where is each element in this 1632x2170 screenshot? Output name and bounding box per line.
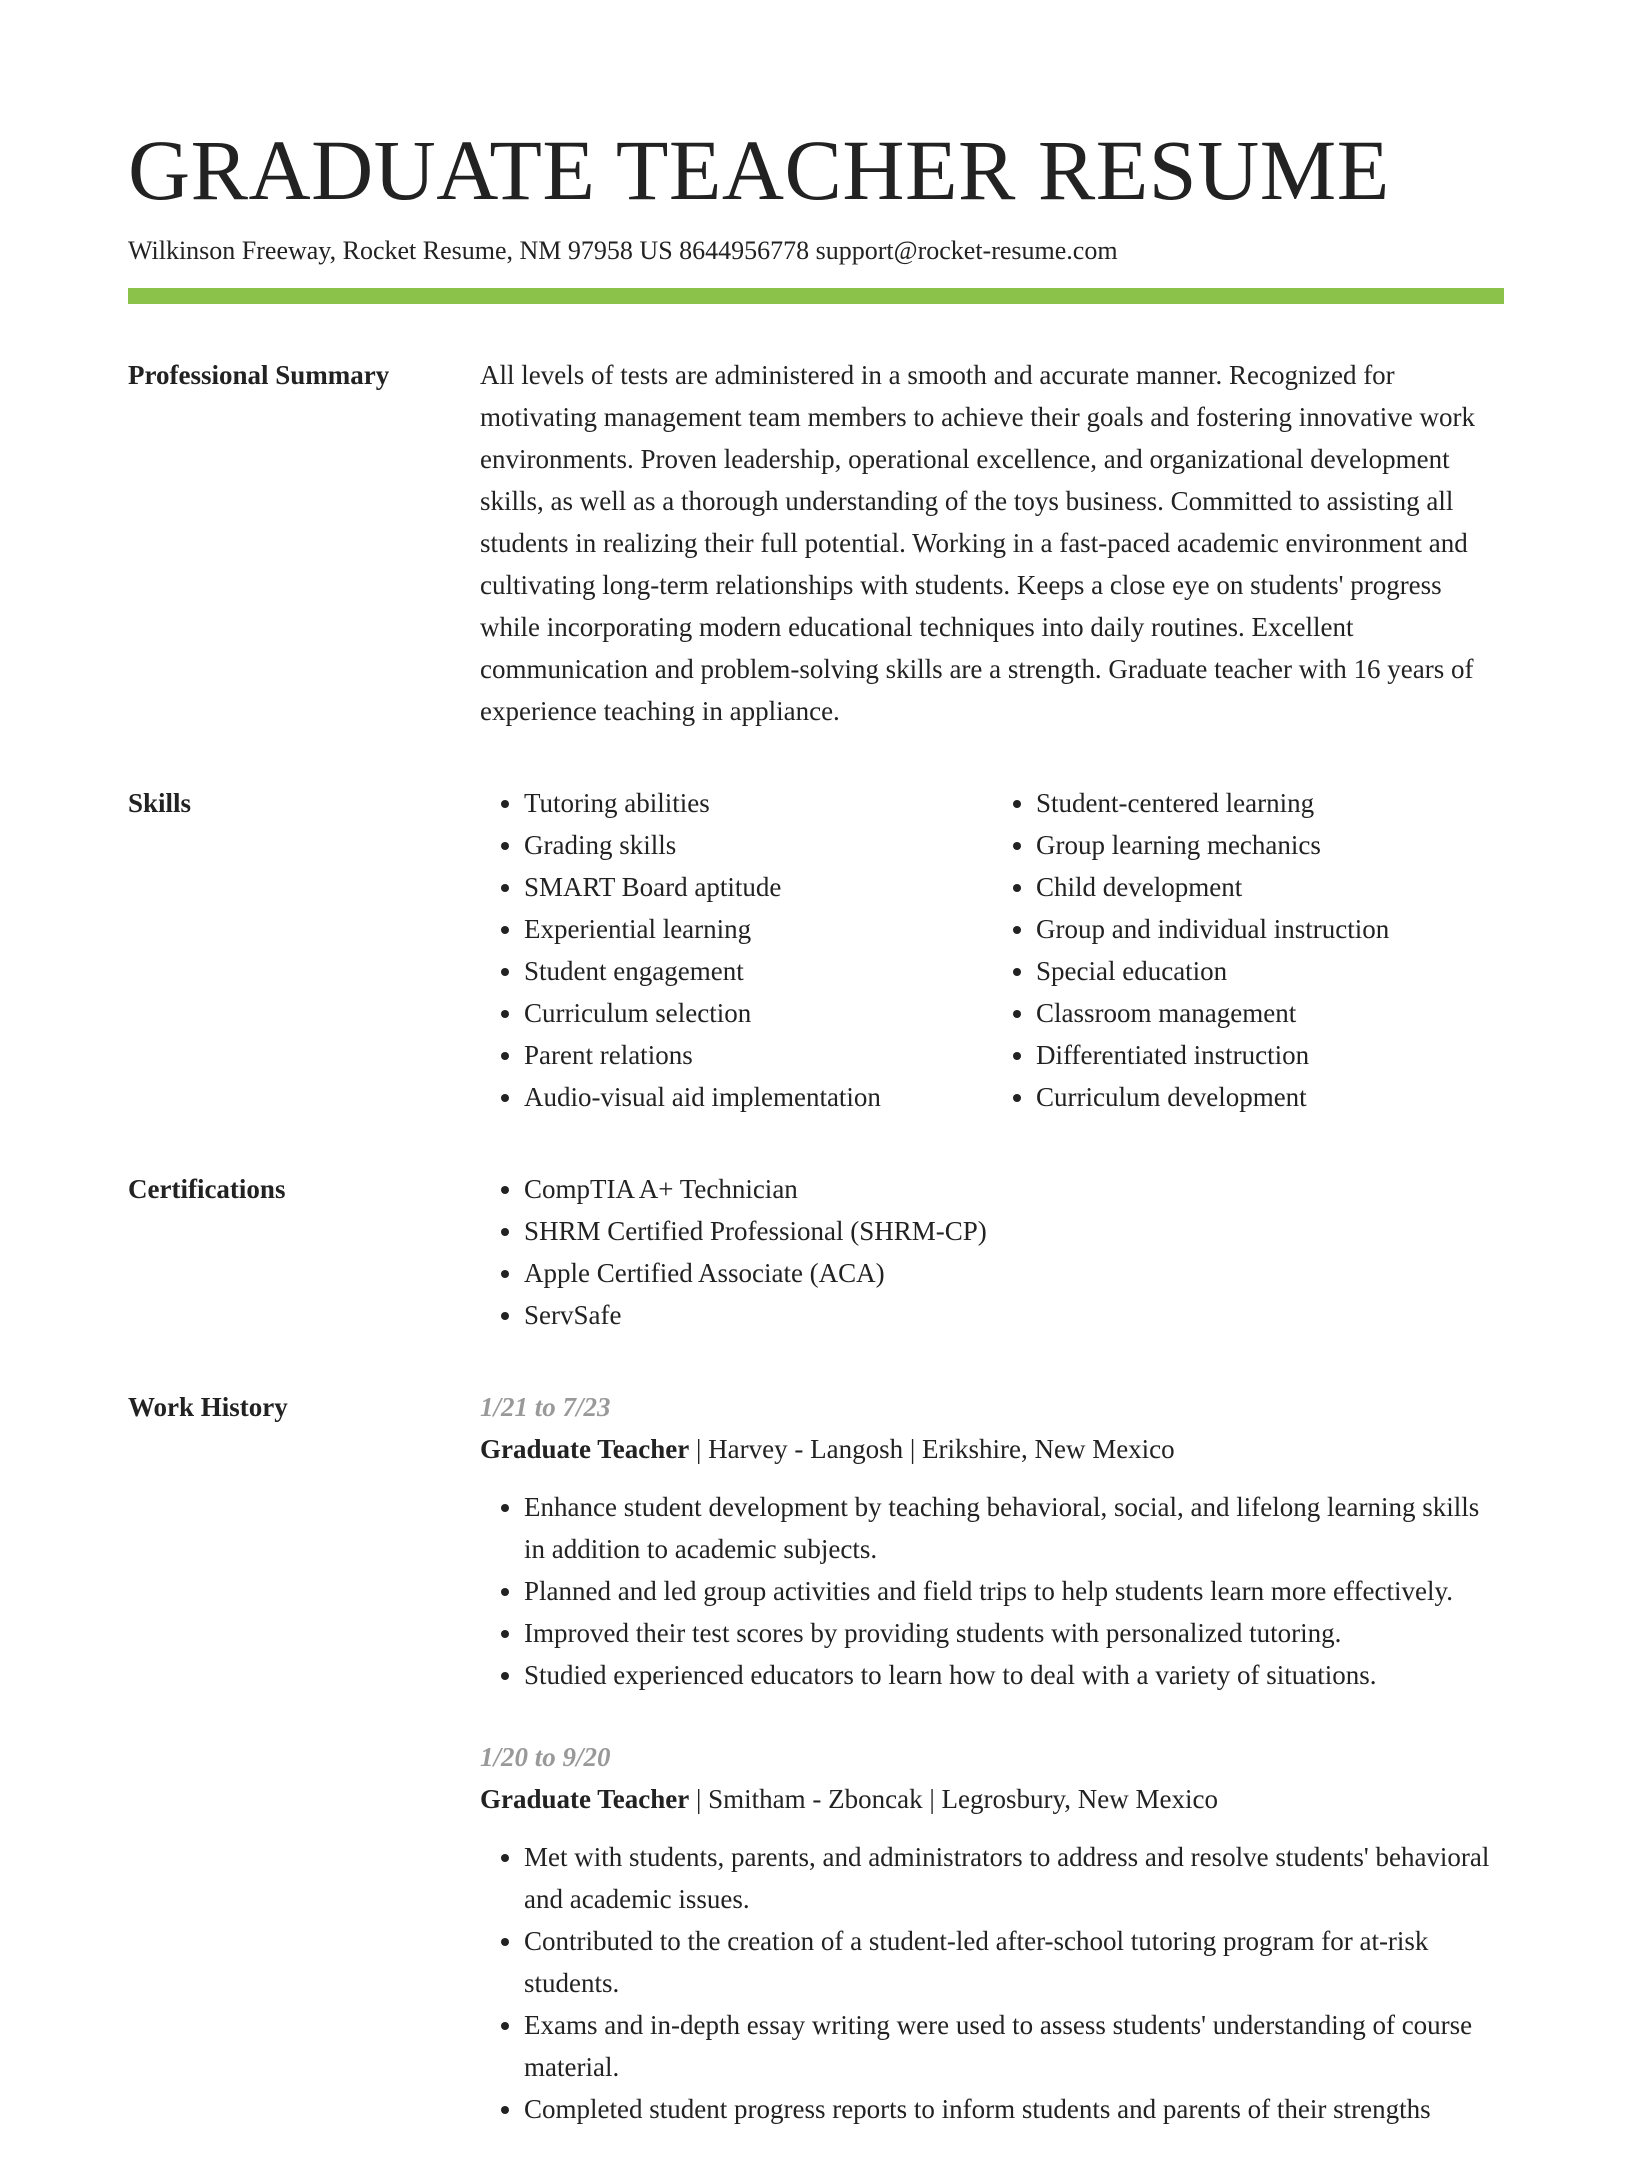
skill-item: • Group learning mechanics — [1036, 824, 1504, 866]
certification-item: • Apple Certified Associate (ACA) — [524, 1252, 1504, 1294]
job-bullet: • Completed student progress reports to inform students and parents of their strengths — [524, 2088, 1504, 2130]
skill-item: • Tutoring abilities — [524, 782, 992, 824]
skill-item: • Grading skills — [524, 824, 992, 866]
summary-label: Professional Summary — [128, 360, 390, 390]
certification-item: • CompTIA A+ Technician — [524, 1168, 1504, 1210]
job-bullet: • Studied experienced educators to learn how to deal with a variety of situations. — [524, 1654, 1504, 1696]
skill-item: • Child development — [1036, 866, 1504, 908]
skills-label: Skills — [128, 788, 192, 818]
summary-text: All levels of tests are administered in a smooth and accurate manner. Recognized for motivating management team members to achieve their goals and fostering innovative work environments. Proven leadership, operational excellence, and organizational development skills, as well as a thorough understanding of the toys business. Committed to assisting all students in realizing their full potential. Working in a fast-paced academic environment and cultivating long-term relationships with students. Keeps a close eye on students' progress while incorporating modern educational techniques into daily routines. Excellent communication and problem-solving skills are a strength. Graduate teacher with 16 years of experience teaching in appliance. — [480, 360, 1475, 726]
work-history-label: Work History — [128, 1392, 288, 1422]
skills-list-left — [480, 782, 992, 1118]
job-bullet: • Met with students, parents, and administrators to address and resolve students' behavioral and academic issues. — [524, 1836, 1504, 1920]
job-bullets — [480, 1486, 1504, 1696]
job-title: Graduate Teacher — [480, 1784, 690, 1814]
skill-item: • Curriculum selection — [524, 992, 992, 1034]
job-bullet: • Planned and led group activities and field trips to help students learn more effectively. — [524, 1570, 1504, 1612]
job-dates: 1/20 to 9/20 — [480, 1742, 611, 1772]
skill-item: • Group and individual instruction — [1036, 908, 1504, 950]
job-heading — [480, 1778, 1504, 1820]
job-bullet: • Enhance student development by teaching behavioral, social, and lifelong learning skills in addition to academic subjects. — [524, 1486, 1504, 1570]
job-details: | Harvey - Langosh | Erikshire, New Mexico — [689, 1434, 1175, 1464]
job-bullets — [480, 1836, 1504, 2130]
job-bullet: • Exams and in-depth essay writing were used to assess students' understanding of course material. — [524, 2004, 1504, 2088]
skill-item: • Student engagement — [524, 950, 992, 992]
certification-item: • SHRM Certified Professional (SHRM-CP) — [524, 1210, 1504, 1252]
job-bullet: • Contributed to the creation of a student-led after-school tutoring program for at-risk students. — [524, 1920, 1504, 2004]
certifications-list — [480, 1168, 1504, 1336]
job-details: | Smitham - Zboncak | Legrosbury, New Mexico — [689, 1784, 1218, 1814]
skills-list-right — [992, 782, 1504, 1118]
skill-item: • Audio-visual aid implementation — [524, 1076, 992, 1118]
skill-item: • Parent relations — [524, 1034, 992, 1076]
header-divider — [128, 288, 1504, 304]
summary-section — [128, 354, 1504, 732]
job-bullet: • Improved their test scores by providing students with personalized tutoring. — [524, 1612, 1504, 1654]
skill-item: • Student-centered learning — [1036, 782, 1504, 824]
skill-item: • Special education — [1036, 950, 1504, 992]
job-heading — [480, 1428, 1504, 1470]
job-entry — [480, 1386, 1504, 1696]
certification-item: • ServSafe — [524, 1294, 1504, 1336]
job-entry — [480, 1736, 1504, 2130]
work-history-section — [128, 1386, 1504, 2170]
contact-line: Wilkinson Freeway, Rocket Resume, NM 97958 US 8644956778 support@rocket-resume.com — [128, 236, 1118, 265]
skill-item: • Experiential learning — [524, 908, 992, 950]
job-title: Graduate Teacher — [480, 1434, 690, 1464]
skill-item: • Classroom management — [1036, 992, 1504, 1034]
certifications-label: Certifications — [128, 1174, 286, 1204]
job-dates: 1/21 to 7/23 — [480, 1392, 611, 1422]
certifications-section — [128, 1168, 1504, 1336]
skill-item: • SMART Board aptitude — [524, 866, 992, 908]
skills-section — [128, 782, 1504, 1118]
resume-title: GRADUATE TEACHER RESUME — [128, 122, 1390, 218]
skill-item: • Curriculum development — [1036, 1076, 1504, 1118]
skill-item: • Differentiated instruction — [1036, 1034, 1504, 1076]
